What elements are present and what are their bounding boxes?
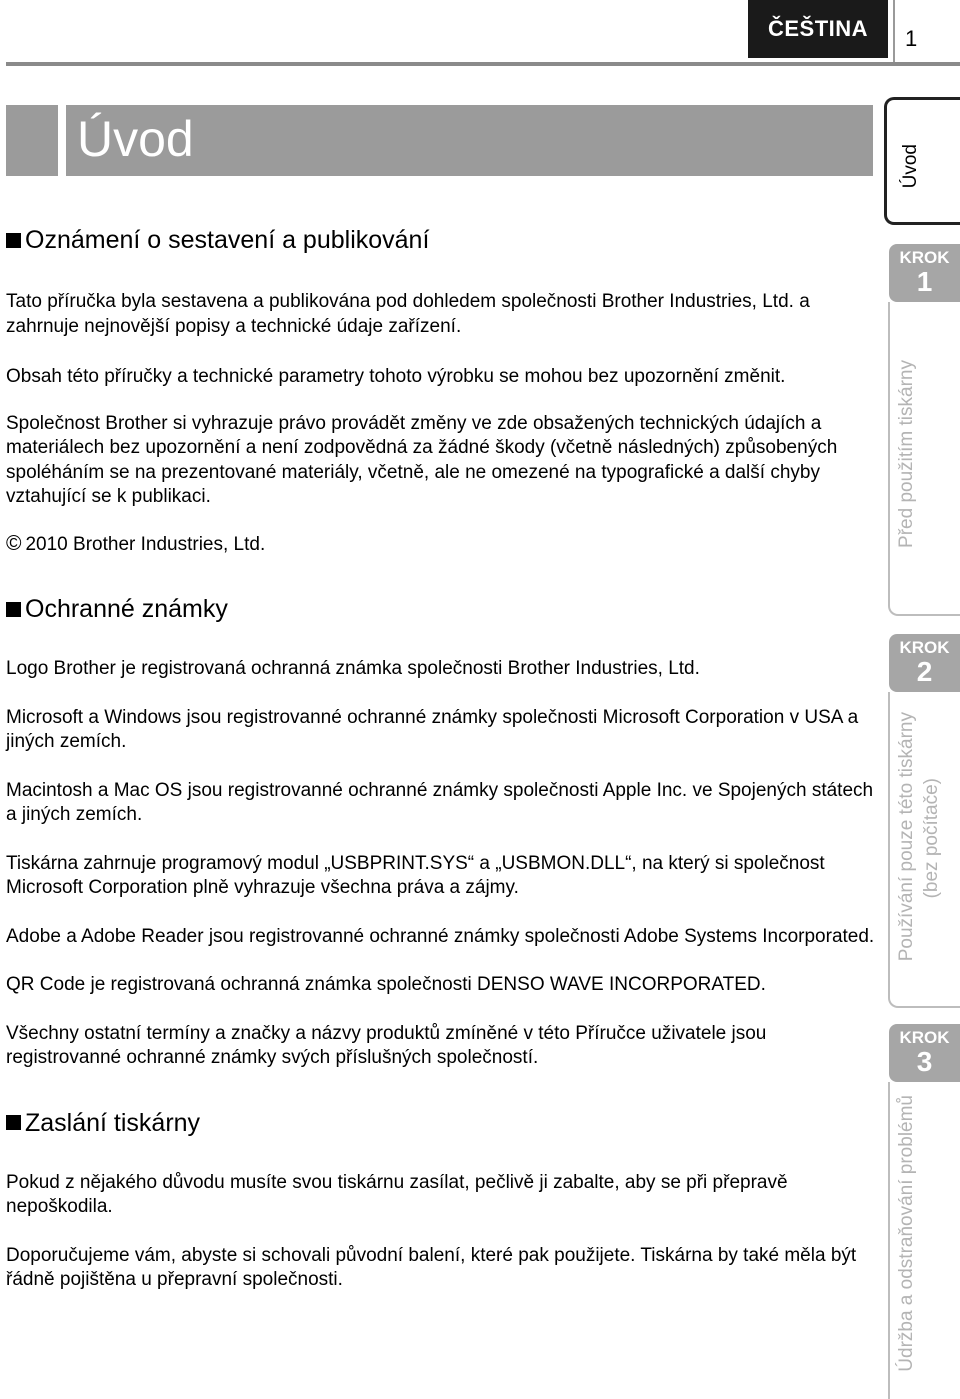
page-title: Úvod	[77, 111, 194, 167]
square-bullet-icon	[6, 1115, 21, 1130]
sidebar-tab-intro-label: Úvod	[900, 144, 921, 189]
sidebar-tab-intro[interactable]	[884, 97, 960, 225]
paragraph: Macintosh a Mac OS jsou registrovanné ochranné známky společnosti Apple Inc. ve Spojených státech a jiných zemích.	[6, 779, 874, 825]
page-number: 1	[905, 26, 918, 51]
sidebar-step-3-badge[interactable]: KROK 3	[889, 1024, 960, 1082]
sidebar-step-2-sublabel: (bez počítače)	[921, 778, 942, 899]
paragraph: Tato příručka byla sestavena a publikována pod dohledem společnosti Brother Industries, Ltd. a zahrnuje nejnovější popisy a technické údaje zařízení.	[6, 291, 810, 337]
sidebar-step-3-label: Údržba a odstraňování problémů	[896, 1095, 917, 1372]
sidebar-step-1-label: Před použitím tiskárny	[896, 360, 917, 548]
main-content	[6, 222, 876, 1317]
sidebar-step-2-badge[interactable]: KROK 2	[889, 634, 960, 692]
copyright-line: © 2010 Brother Industries, Ltd.	[6, 531, 266, 555]
square-bullet-icon	[6, 602, 21, 617]
top-rule	[6, 62, 960, 66]
paragraph: Doporučujeme vám, abyste si schovali původní balení, které pak použijete. Tiskárna by také měla být řádně pojištěna u přepravní společnosti.	[6, 1244, 857, 1290]
paragraph: Microsoft a Windows jsou registrovanné ochranné známky společnosti Microsoft Corporation v USA a jiných zemích.	[6, 706, 859, 752]
section-heading-shipping: Zaslání tiskárny	[6, 1105, 876, 1141]
section-heading-trademarks: Ochranné známky	[6, 591, 876, 627]
title-square	[6, 105, 58, 176]
section-heading-notice: Oznámení o sestavení a publikování	[6, 222, 876, 258]
header-divider	[893, 0, 895, 62]
paragraph: Společnost Brother si vyhrazuje právo provádět změny ve zde obsažených technických údajích a materiálech bez upozornění a není zodpovědná za žádné škody (včetně následných) způsobených spoléháním se na prezentované materiály, včetně, ale ne omezené na typografické a další chyby vztahující se k publikaci.	[6, 412, 838, 507]
sidebar-step-2-label: Používání pouze této tiskárny	[896, 712, 917, 962]
sidebar-step-1-badge[interactable]: KROK 1	[889, 244, 960, 302]
copyright-icon: ©	[6, 531, 22, 555]
paragraph: Adobe a Adobe Reader jsou registrovanné ochranné známky společnosti Adobe Systems Incorporated.	[6, 925, 875, 947]
paragraph: Tiskárna zahrnuje programový modul „USBPRINT.SYS“ a „USBMON.DLL“, na který si společnost Microsoft Corporation plně vyhrazuje všechna práva a zájmy.	[6, 852, 825, 898]
square-bullet-icon	[6, 233, 21, 248]
paragraph: QR Code je registrovaná ochranná známka společnosti DENSO WAVE INCORPORATED.	[6, 974, 766, 995]
paragraph: Obsah této příručky a technické parametry tohoto výrobku se mohou bez upozornění změnit.	[6, 366, 786, 387]
paragraph: Pokud z nějakého důvodu musíte svou tiskárnu zasílat, pečlivě ji zabalte, aby se při přepravě nepoškodila.	[6, 1171, 788, 1217]
paragraph: Logo Brother je registrovaná ochranná známka společnosti Brother Industries, Ltd.	[6, 658, 700, 679]
paragraph: Všechny ostatní termíny a značky a názvy produktů zmíněné v této Příručce uživatele jsou registrovanné ochranné známky svých příslušných společností.	[6, 1022, 767, 1068]
language-tab: ČEŠTINA	[748, 0, 888, 58]
